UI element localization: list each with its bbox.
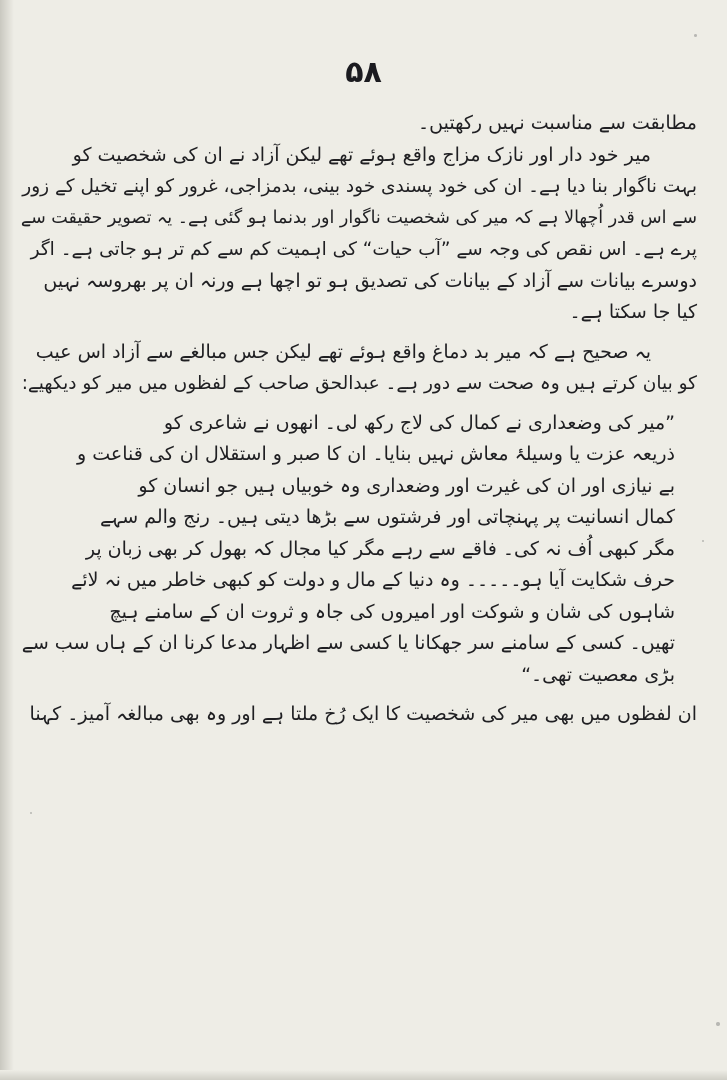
quote-line: مگر کبھی اُف نہ کی۔ فاقے سے رہے مگر کیا مجال کہ بھول کر بھی زبان پر bbox=[85, 537, 675, 560]
scan-speck bbox=[702, 540, 704, 542]
page-number: ۵۸ bbox=[345, 55, 382, 90]
text-line: بہت ناگوار بنا دیا ہے۔ ان کی خود پسندی خود بینی، بدمزاجی، غرور کو اپنے تخیل کے زور bbox=[22, 176, 697, 197]
quote-line: ”میر کی وضعداری نے کمال کی لاج رکھ لی۔ انھوں نے شاعری کو bbox=[163, 411, 675, 434]
text-line: کو بیان کرتے ہیں وہ صحت سے دور ہے۔ عبدالحق صاحب کے لفظوں میں میر کو دیکھیے: bbox=[21, 373, 697, 394]
scan-speck bbox=[694, 34, 697, 37]
scan-speck bbox=[30, 812, 32, 814]
quote-line: بڑی معصیت تھی۔“ bbox=[521, 663, 675, 686]
text-line: یہ صحیح ہے کہ میر بد دماغ واقع ہوئے تھے لیکن جس مبالغے سے آزاد اس عیب bbox=[35, 340, 651, 363]
text-line: کیا جا سکتا ہے۔ bbox=[569, 301, 697, 323]
scan-speck bbox=[716, 1022, 720, 1026]
quote-line: حرف شکایت آیا ہو۔۔۔۔۔ وہ دنیا کے مال و دولت کو کبھی خاطر میں نہ لائے bbox=[71, 569, 675, 591]
text-line: ان لفظوں میں بھی میر کی شخصیت کا ایک رُخ ملتا ہے اور وہ بھی مبالغہ آمیز۔ کہنا bbox=[29, 703, 697, 725]
quote-line: کمال انسانیت پر پہنچاتی اور فرشتوں سے بڑھا دیتی ہیں۔ رنج والم سہے bbox=[99, 506, 675, 528]
page-shadow-left bbox=[0, 0, 14, 1080]
paragraph-gap bbox=[20, 691, 697, 699]
paragraph-gap bbox=[20, 400, 697, 408]
text-line: سے اس قدر اُچھالا ہے کہ میر کی شخصیت ناگوار اور بدنما ہو گئی ہے۔ یہ تصویر حقیقت سے bbox=[20, 207, 697, 228]
text-line: پرے ہے۔ اس نقص کی وجہ سے ”آب حیات“ کی اہمیت کم سے کم تر ہو جاتی ہے۔ اگر bbox=[30, 239, 697, 260]
text-line: دوسرے بیانات سے آزاد کے بیانات کی تصدیق ہو تو اچھا ہے ورنہ ان پر بھروسہ نہیں bbox=[43, 269, 697, 292]
quote-line: تھیں۔ کسی کے سامنے سر جھکانا یا کسی سے اظہار مدعا کرنا ان کے ہاں سب سے bbox=[21, 632, 675, 654]
quote-line: بے نیازی اور ان کی غیرت اور وضعداری وہ خوبیاں ہیں جو انسان کو bbox=[138, 474, 675, 497]
text-line: مطابقت سے مناسبت نہیں رکھتیں۔ bbox=[418, 112, 697, 134]
body-text bbox=[20, 108, 697, 731]
paragraph-gap bbox=[20, 329, 697, 337]
page-shadow-bottom bbox=[0, 1070, 727, 1080]
text-line: میر خود دار اور نازک مزاج واقع ہوئے تھے لیکن آزاد نے ان کی شخصیت کو bbox=[72, 143, 651, 166]
quote-line: شاہوں کی شان و شوکت اور امیروں کی جاہ و ثروت ان کے سامنے ہیچ bbox=[109, 600, 675, 623]
quote-line: ذریعہ عزت یا وسیلۂ معاش نہیں بنایا۔ ان کا صبر و استقلال ان کی قناعت و bbox=[77, 443, 675, 465]
